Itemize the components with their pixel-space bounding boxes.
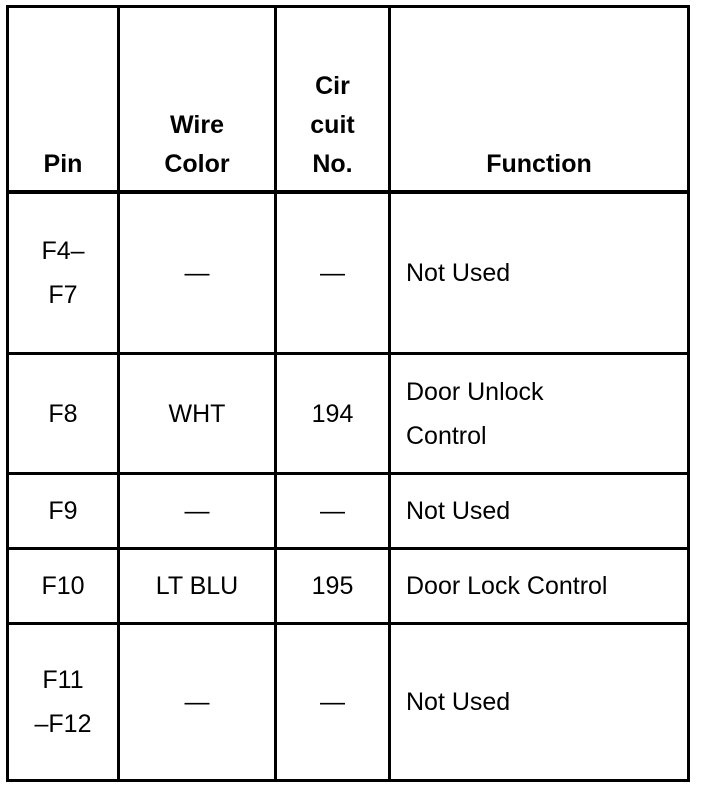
table-row-2-pin (9, 355, 117, 472)
header-pin (9, 8, 117, 190)
circuit-value: — (320, 259, 345, 287)
table-row-4-pin (9, 550, 117, 622)
table-row-1-wire-color (120, 194, 274, 352)
table-row-3-pin (9, 475, 117, 547)
table-row-3-circuit (277, 475, 388, 547)
header-wire-color-label: Wire Color (164, 111, 230, 178)
header-circuit-no (277, 8, 388, 190)
table-row-4-function (391, 550, 687, 622)
pin-value: F4– F7 (41, 237, 85, 309)
header-circuit-no-label: Cir cuit No. (310, 72, 355, 178)
pin-value: F11 –F12 (34, 666, 92, 738)
circuit-value: — (320, 688, 345, 716)
table-row-3-wire-color (120, 475, 274, 547)
circuit-value: 194 (311, 399, 354, 428)
wire-color-value: — (184, 497, 210, 525)
circuit-value: 195 (311, 572, 354, 600)
table-row-1-function (391, 194, 687, 352)
table-row-4-circuit (277, 550, 388, 622)
table-row-4-wire-color (120, 550, 274, 622)
header-function (391, 8, 687, 190)
circuit-value: — (320, 497, 345, 525)
table-row-5-circuit (277, 625, 388, 779)
table-row-3-function (391, 475, 687, 547)
table-row-2-wire-color (120, 355, 274, 472)
wire-color-value: WHT (168, 399, 226, 428)
function-value: Door Lock Control (406, 572, 608, 600)
header-function-label: Function (486, 150, 592, 178)
header-pin-label: Pin (43, 150, 83, 178)
table-row-5-function (391, 625, 687, 779)
wire-color-value: — (184, 259, 210, 287)
function-value: Door Unlock Control (406, 377, 544, 450)
function-value: Not Used (406, 497, 511, 525)
table-row-1-circuit (277, 194, 388, 352)
pin-value: F9 (48, 497, 78, 525)
table-row-5-pin (9, 625, 117, 779)
function-value: Not Used (406, 259, 511, 287)
pin-value: F10 (41, 572, 85, 600)
header-wire-color (120, 8, 274, 190)
table-row-2-function (391, 355, 687, 472)
connector-pinout-table (6, 5, 690, 782)
table-row-1-pin (9, 194, 117, 352)
wire-color-value: LT BLU (155, 572, 239, 600)
pin-value: F8 (48, 399, 78, 428)
function-value: Not Used (406, 688, 511, 716)
table-row-2-circuit (277, 355, 388, 472)
table-row-5-wire-color (120, 625, 274, 779)
wire-color-value: — (184, 688, 210, 716)
